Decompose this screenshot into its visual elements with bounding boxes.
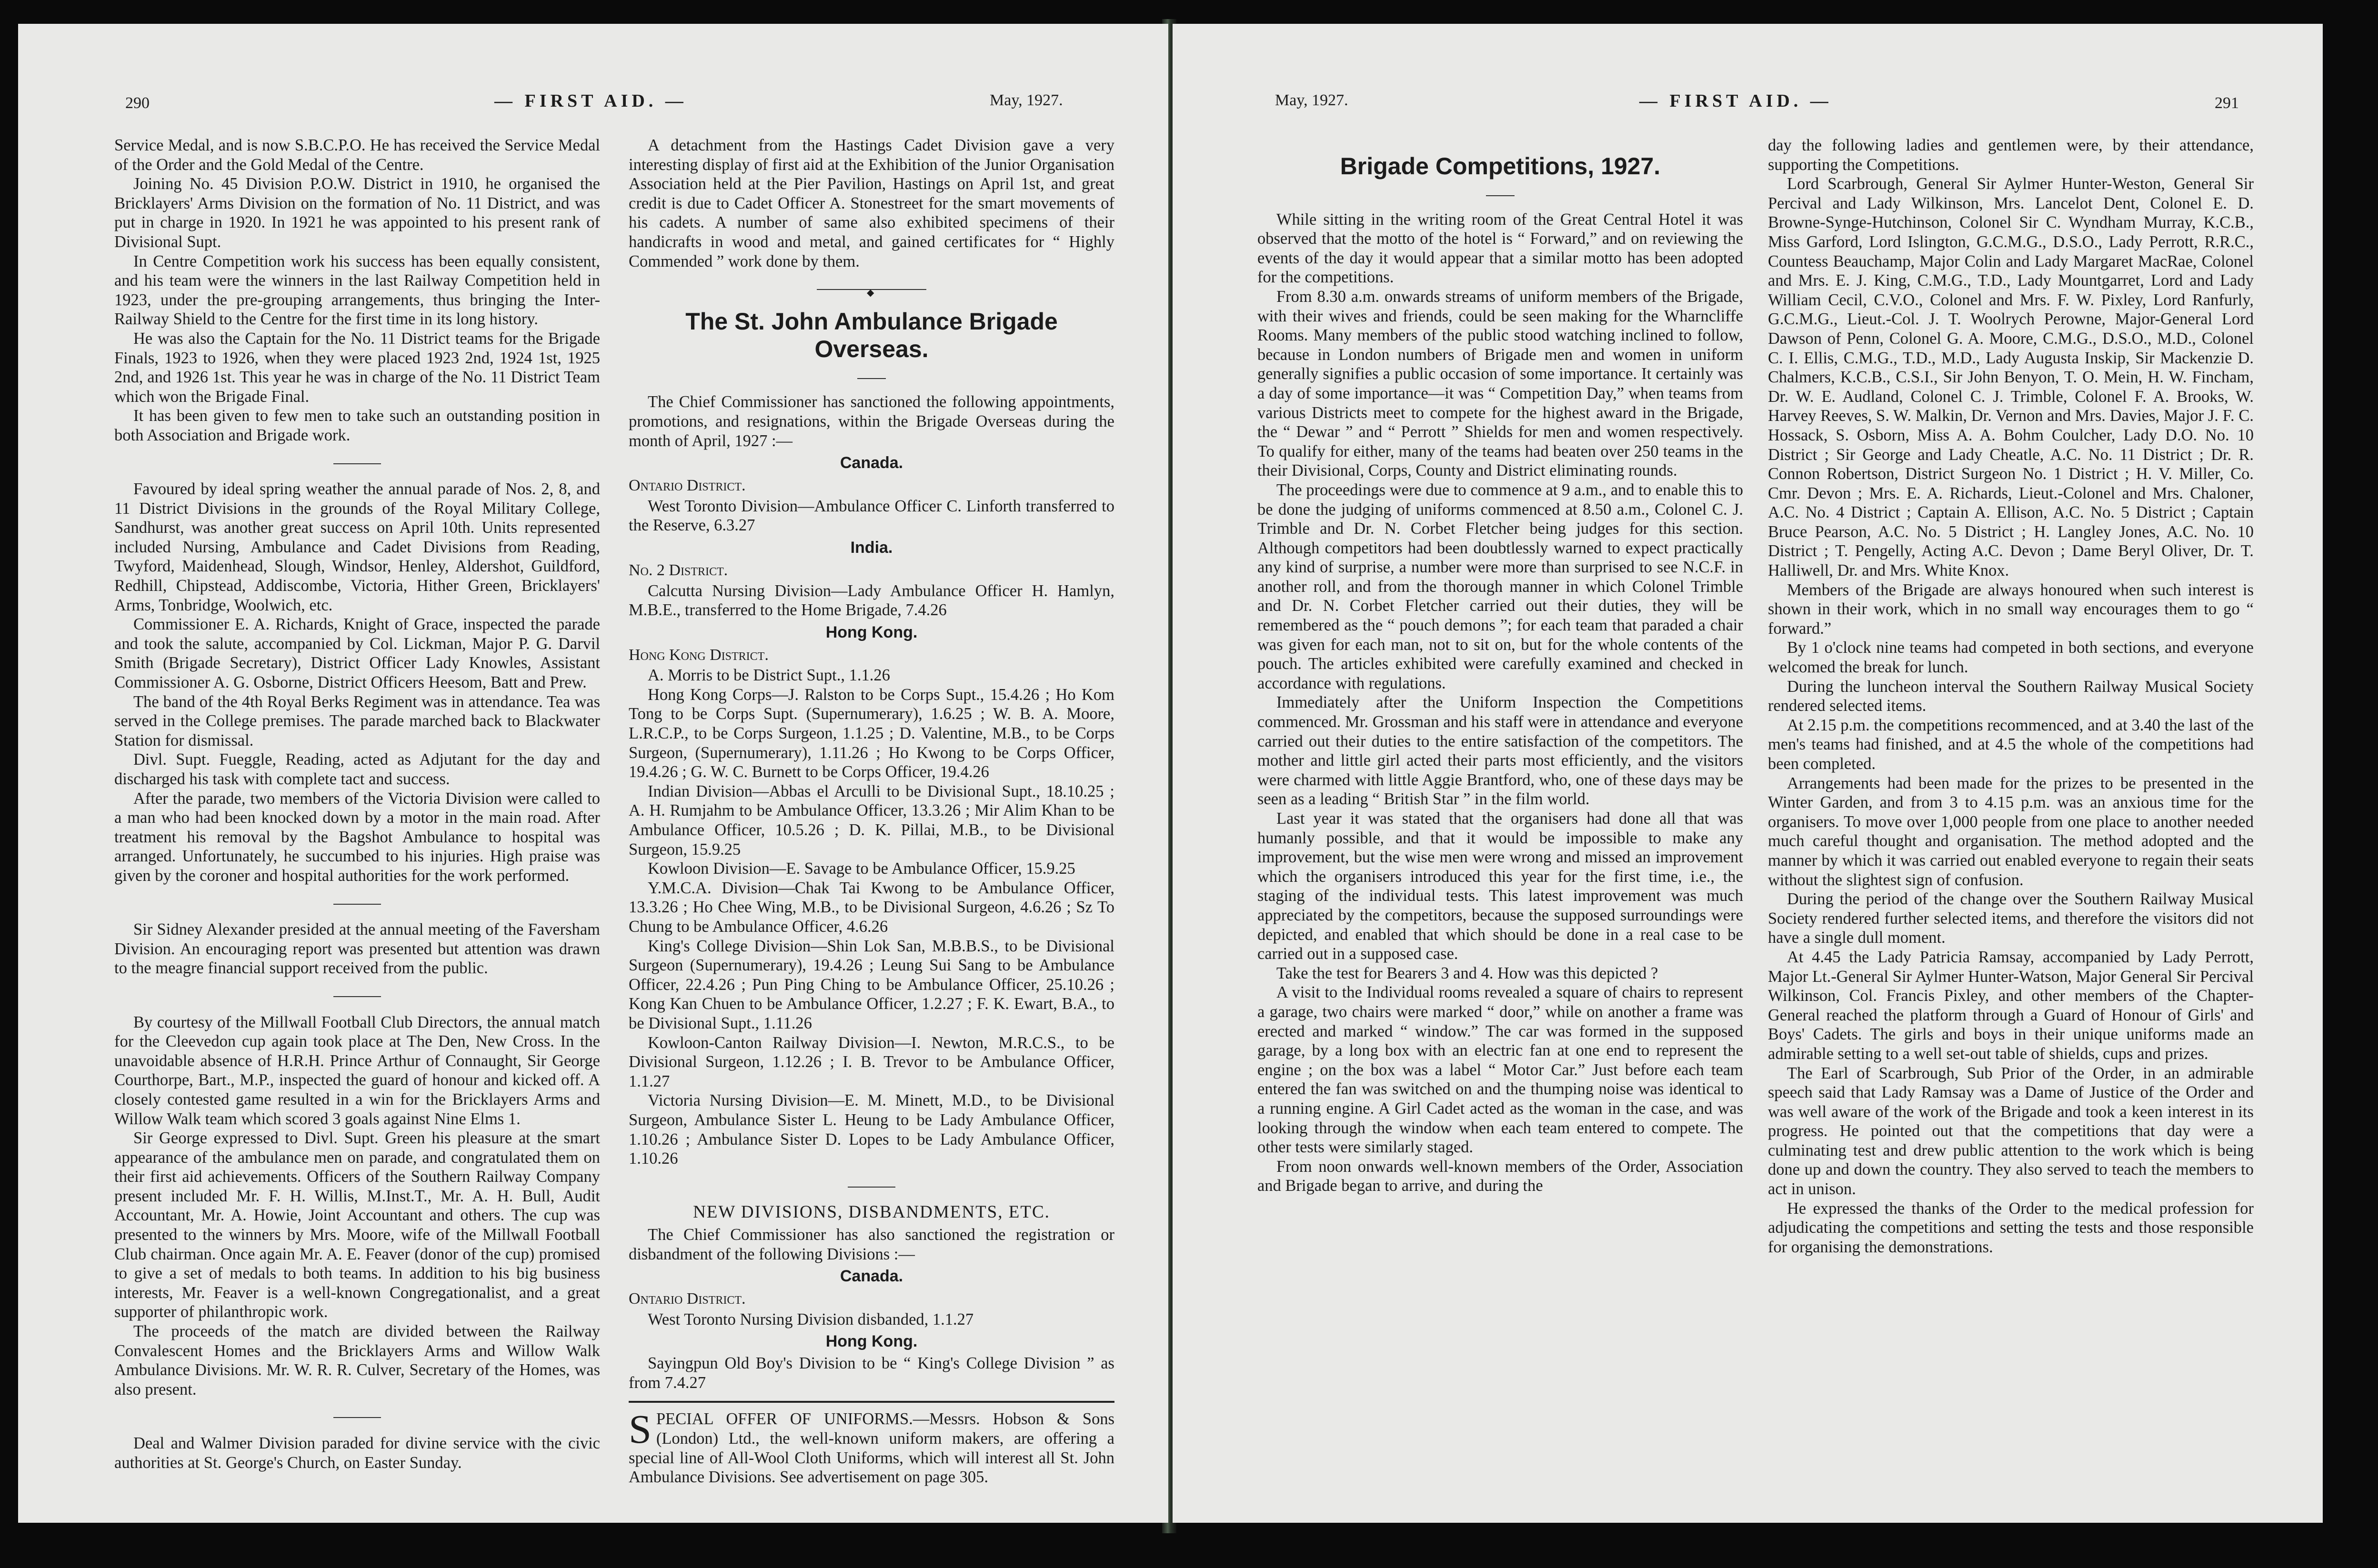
left-page [18, 24, 1168, 1523]
country-heading: Canada. [840, 1267, 903, 1286]
paragraph: A. Morris to be District Supt., 1.1.26 [648, 666, 890, 685]
paragraph: Victoria Nursing Division—E. M. Minett, M.D., to be Divisional Surgeon, Ambulance Sister L. Heung to be Lady Ambulance Officer, 1.10.26 ; Ambulance Sister D. Lopes to be Lady Ambulance Officer, 1.10.26 [629, 1091, 1114, 1168]
section-rule [114, 453, 600, 472]
right-page [1173, 24, 2323, 1523]
district-heading: No. 2 District. [629, 561, 728, 579]
paragraph: From 8.30 a.m. onwards streams of uniform members of the Brigade, with their wives and friends, could be seen making for the Wharncliffe Rooms. Many members of the public stood watching inclined to follow, because in London numbers of Brigade men and women in uniform generally signifies a public occasion of some importance. It certainly was a day of some importance—it was “ Competition Day,” when teams from various Districts meet to compete for the highest award in the Brigade, the “ Dewar ” and “ Perrott ” Shields for men and women respectively. To qualify for either, many of the teams had beaten over 250 teams in the their Divisional, Corps, County and District eliminating rounds. [1257, 287, 1743, 480]
ornament-rule [629, 279, 1114, 298]
right-running-date: May, 1927. [1275, 91, 1348, 109]
paragraph: Sir George expressed to Divl. Supt. Green his pleasure at the smart appearance of the ambulance men on parade, and congratulated them on their first aid achievements. Officers of the Southern Railway Company present included Mr. F. H. Willis, M.Inst.T., Mr. A. H. Bull, Audit Accountant, Mr. A. Howie, Joint Accountant and others. The cup was presented to the winners by Mrs. Moore, wife of the Millwall Football Club chairman. Once again Mr. A. E. Feaver (donor of the cup) promised to give a set of medals to both teams. In addition to his big business interests, Mr. Feaver is a well-known Congregationalist, and a great supporter of philanthropic work. [114, 1129, 600, 1321]
paragraph: A visit to the Individual rooms revealed a square of chairs to represent a garage, two chairs were marked “ door,” while on another a frame was erected and marked “ window.” The car was formed in the supposed garage, by a long box with an electric fan at one end to represent the engine ; on the box was a label “ Motor Car.” Just before each team entered the fan was switched on and the thumping noise was identical to a running engine. A Girl Cadet acted as the woman in the case, and was looking through the window when each team entered to compete. The other tests were similarly staged. [1257, 983, 1743, 1157]
left-column-2 [629, 136, 1114, 1487]
section-rule [114, 1407, 600, 1426]
left-page-number: 290 [125, 94, 150, 112]
right-page-number: 291 [2215, 94, 2239, 112]
article-heading: The St. John Ambulance Brigade Overseas. [685, 308, 1058, 362]
country-heading: Canada. [840, 454, 903, 472]
paragraph: Deal and Walmer Division paraded for divine service with the civic authorities at St. George's Church, on Easter Sunday. [114, 1434, 600, 1472]
paragraph: Immediately after the Uniform Inspection the Competitions commenced. Mr. Grossman and his staff were in attendance and everyone carried out their duties to the entire satisfaction of the competitors. The mother and little girl acted their parts most efficiently, and the visitors were charmed with little Aggie Brantford, who, one of these days may be seen as a leading “ British Star ” in the film world. [1257, 693, 1743, 809]
paragraph: A detachment from the Hastings Cadet Division gave a very interesting display of first aid at the Exhibition of the Junior Organisation Association held at the Pier Pavilion, Hastings on April 1st, and great credit is due to Cadet Officer A. Stonestreet for the smart movements of his cadets. A number of same also exhibited specimens of their handicrafts in wood and metal, and gained certificates for “ Highly Commended ” work done by them. [629, 136, 1114, 270]
country-heading: Hong Kong. [825, 1332, 918, 1351]
advertisement-notice [629, 1401, 1114, 1487]
paragraph: Sir Sidney Alexander presided at the annual meeting of the Faversham Division. An encouraging report was presented but attention was drawn to the meagre financial support received from the public. [114, 920, 600, 978]
paragraph: Kowloon-Canton Railway Division—I. Newton, M.R.C.S., to be Divisional Surgeon, 1.12.26 ; I. B. Trevor to be Ambulance Officer, 1.1.27 [629, 1033, 1114, 1090]
paragraph: Commissioner E. A. Richards, Knight of Grace, inspected the parade and took the salute, accompanied by Col. Lickman, Major P. G. Darvil Smith (Brigade Secretary), District Officer Lady Knowles, Assistant Commissioner A. G. Osborne, District Officers Heesom, Batt and Prew. [114, 615, 600, 692]
heading-rule [1257, 185, 1743, 204]
paragraph: By courtesy of the Millwall Football Club Directors, the annual match for the Cleevedon cup again took place at The Den, New Cross. In the unavoidable absence of H.R.H. Prince Arthur of Connaught, Sir George Courthorpe, Bart., M.P., inspected the guard of honour and kicked off. A closely contested game resulted in a win for the Bricklayers Arms and Willow Walk team which scored 3 goals against Nine Elms 1. [114, 1013, 600, 1128]
paragraph: West Toronto Division—Ambulance Officer C. Linforth transferred to the Reserve, 6.3.27 [629, 497, 1114, 535]
paragraph: The Chief Commissioner has also sanctioned the registration or disbandment of the following Divisions :— [629, 1225, 1114, 1263]
drop-cap: S [629, 1406, 652, 1452]
paragraph: King's College Division—Shin Lok San, M.B.B.S., to be Divisional Surgeon (Supernumerary), 19.4.26 ; Leung Sui Sang to be Ambulance Officer, 22.4.26 ; Pun Ping Ching to be Ambulance Officer, 25.10.26 ; Kong Kan Chuen to be Ambulance Officer, 1.2.27 ; F. K. Ewart, B.A., to be Divisional Supt., 1.11.26 [629, 937, 1114, 1032]
district-heading: Ontario District. [629, 477, 746, 495]
section-rule [114, 986, 600, 1005]
paragraph: Service Medal, and is now S.B.C.P.O. He has received the Service Medal of the Order and the Gold Medal of the Centre. [114, 136, 600, 174]
paragraph: Calcutta Nursing Division—Lady Ambulance Officer H. Hamlyn, M.B.E., transferred to the Home Brigade, 7.4.26 [629, 581, 1114, 619]
section-rule [629, 1176, 1114, 1196]
paragraph: He expressed the thanks of the Order to the medical profession for adjudicating the competitions and setting the tests and those responsible for organising the demonstrations. [1768, 1199, 2254, 1256]
paragraph: At 4.45 the Lady Patricia Ramsay, accompanied by Lady Perrott, Major Lt.-General Sir Aylmer Hunter-Watson, Major General Sir Percival Wilkinson, Col. Francis Pixley, and other members of the Chapter-General reached the platform through a Guard of Honour of Girls' and Boys' Cadets. The girls and boys in their unique uniforms made an admirable setting to a well set-out table of shields, cups and prizes. [1768, 948, 2254, 1063]
paragraph: The Chief Commissioner has sanctioned the following appointments, promotions, and resignations, within the Brigade Overseas during the month of April, 1927 :— [629, 393, 1114, 450]
paragraph: Favoured by ideal spring weather the annual parade of Nos. 2, 8, and 11 District Divisions in the grounds of the Royal Military College, Sandhurst, was another great success on April 10th. Units represented included Nursing, Ambulance and Cadet Divisions from Reading, Twyford, Maidenhead, Slough, Windsor, Henley, Aldershot, Guildford, Redhill, Chipstead, Addiscombe, Victoria, Hither Green, Bricklayers' Arms, Tonbridge, Woolwich, etc. [114, 480, 600, 614]
right-column-1 [1257, 152, 1743, 1196]
paragraph: The proceeds of the match are divided between the Railway Convalescent Homes and the Bricklayers Arms and Willow Walk Ambulance Divisions. Mr. W. R. R. Culver, Secretary of the Homes, was also present. [114, 1322, 600, 1398]
paragraph: While sitting in the writing room of the Great Central Hotel it was observed that the motto of the hotel is “ Forward,” and on reviewing the events of the day it would appear that a similar motto has been adopted for the competitions. [1257, 210, 1743, 287]
right-running-header [1173, 90, 2323, 124]
left-running-header [18, 90, 1168, 124]
paragraph: Y.M.C.A. Division—Chak Tai Kwong to be Ambulance Officer, 13.3.26 ; Ho Chee Wing, M.B., to be Divisional Surgeon, 4.6.26 ; Sz To Chung to be Ambulance Officer, 4.6.26 [629, 879, 1114, 936]
right-running-title: — FIRST AID. — [1639, 91, 1832, 111]
paragraph: Take the test for Bearers 3 and 4. How was this depicted ? [1276, 964, 1658, 982]
paragraph: During the period of the change over the Southern Railway Musical Society rendered further selected items, and therefore the visitors did not have a single dull moment. [1768, 890, 2254, 947]
paragraph: The Earl of Scarbrough, Sub Prior of the Order, in an admirable speech said that Lady Ramsay was a Dame of Justice of the Order and was well aware of the work of the Brigade and took a keen interest in its progress. He pointed out that the competitions that day were a culminating test and drew public attention to the work which is being done up and down the country. They also served to teach the members to act in unison. [1768, 1064, 2254, 1198]
country-heading: Hong Kong. [825, 623, 918, 641]
paragraph: Divl. Supt. Fueggle, Reading, acted as Adjutant for the day and discharged his task with complete tact and success. [114, 750, 600, 788]
section-rule [114, 893, 600, 913]
paragraph: Members of the Brigade are always honoured when such interest is shown in their work, which in no small way encourages them to go “ forward.” [1768, 580, 2254, 638]
district-heading: Hong Kong District. [629, 646, 769, 664]
subsection-heading: NEW DIVISIONS, DISBANDMENTS, ETC. [693, 1202, 1050, 1222]
left-running-title: — FIRST AID. — [494, 91, 687, 111]
right-column-2 [1768, 136, 2254, 1257]
paragraph: The band of the 4th Royal Berks Regiment was in attendance. Tea was served in the College premises. The parade marched back to Blackwater Station for dismissal. [114, 692, 600, 749]
district-heading: Ontario District. [629, 1290, 746, 1308]
left-running-date: May, 1927. [990, 91, 1063, 109]
advertisement-text: PECIAL OFFER OF UNIFORMS.—Messrs. Hobson & Sons (London) Ltd., the well-known uniform makers, are offering a special line of All-Wool Cloth Uniforms, which will interest all St. John Ambulance Divisions. See advertisement on page 305. [629, 1410, 1114, 1487]
paragraph: During the luncheon interval the Southern Railway Musical Society rendered selected items. [1768, 677, 2254, 715]
paragraph: Indian Division—Abbas el Arculli to be Divisional Supt., 18.10.25 ; A. H. Rumjahm to be Ambulance Officer, 13.3.26 ; Mir Alim Khan to be Ambulance Officer, 10.5.26 ; D. K. Pillai, M.B., to be Divisional Surgeon, 15.9.25 [629, 782, 1114, 859]
paragraph: Last year it was stated that the organisers had done all that was humanly possible, and that it would be impossible to make any improvement, but the wise men were wrong and missed an improvement which the organisers introduced this year for the first time, i.e., the staging of the individual tests. This latest improvement was much appreciated by the competitors, because the supposed surroundings were depicted, and enabled that which should be done in a real case to be carried out in a supposed case. [1257, 809, 1743, 963]
paragraph: At 2.15 p.m. the competitions recommenced, and at 3.40 the last of the men's teams had finished, and at 4.5 the whole of the competitions had been completed. [1768, 716, 2254, 773]
paragraph: From noon onwards well-known members of the Order, Association and Brigade began to arrive, and during the [1257, 1157, 1743, 1195]
paragraph: After the parade, two members of the Victoria Division were called to a man who had been knocked down by a motor in the main road. After treatment his removal by the Bagshot Ambulance to hospital was arranged. Unfortunately, he succumbed to his injuries. High praise was given by the coroner and hospital authorities for the work performed. [114, 789, 600, 885]
paragraph: West Toronto Nursing Division disbanded, 1.1.27 [648, 1310, 974, 1328]
paragraph: Joining No. 45 Division P.O.W. District in 1910, he organised the Bricklayers' Arms Division on the formation of No. 11 District, and was put in charge in 1920. In 1921 he was appointed to his present rank of Divisional Supt. [114, 175, 600, 251]
left-column-1 [114, 136, 600, 1472]
paragraph: The proceedings were due to commence at 9 a.m., and to enable this to be done the judging of uniforms commenced at 8.50 a.m., Colonel C. J. Trimble and Dr. N. Corbet Fletcher being judges for this section. Although competitors had been doubtlessly warned to expect practically any kind of surprise, a number were more than surprised to see N.C.F. in another roll, and from the thorough manner in which Colonel Trimble and Dr. N. Corbet Fletcher carried out their duties, they will be remembered as the “ pouch demons ”; for each team that paraded a chair was given for each man, not to sit on, but for the whole contents of the pouch. The articles exhibited were carefully examined and checked in accordance with regulations. [1257, 480, 1743, 692]
paragraph: Arrangements had been made for the prizes to be presented in the Winter Garden, and from 3 to 4.15 p.m. was an anxious time for the organisers. To move over 1,000 people from one place to another needed much careful thought and organisation. The method adopted and the manner by which it was carried out enabled everyone to regain their seats without the slightest sign of confusion. [1768, 774, 2254, 889]
paragraph: day the following ladies and gentlemen were, by their attendance, supporting the Competitions. [1768, 136, 2254, 174]
paragraph: Sayingpun Old Boy's Division to be “ King's College Division ” as from 7.4.27 [629, 1354, 1114, 1392]
paragraph: Lord Scarbrough, General Sir Aylmer Hunter-Weston, General Sir Percival and Lady Wilkinson, Mrs. Lancelot Dent, Colonel E. D. Browne-Synge-Hutchinson, Colonel Sir C. Wyndham Murray, K.C.B., Miss Garford, Lord Islington, G.C.M.G., D.S.O., Lady Perrott, R.R.C., Countess Beauchamp, Major Colin and Lady Margaret MacRae, Colonel and Mrs. E. J. King, C.M.G., T.D., Lady Mountgarret, Lord and Lady William Cecil, C.V.O., Colonel and Mrs. F. W. Pixley, Lord Ranfurly, G.C.M.G., Lieut.-Col. J. T. Woolrych Perowne, Major-General Lord Dawson of Penn, Colonel G. A. Moore, C.M.G., D.S.O., M.D., Colonel C. I. Ellis, C.M.G., T.D., M.D., Lady Augusta Inskip, Sir Mackenzie D. Chalmers, K.C.B., C.S.I., Sir John Benyon, T. O. Mein, H. W. Fincham, Dr. W. E. Audland, Colonel C. J. Trimble, Colonel F. A. Brooks, W. Harvey Reeves, S. W. Malkin, Dr. Vernon and Mrs. Davies, Major J. F. C. Hossack, S. Osborn, Miss A. A. Bohm Coulcher, Lady D.O. No. 10 District ; Sir George and Lady Cheatle, A.C. No. 11 District ; Dr. R. Connon Robertson, District Surgeon No. 1 District ; H. V. Miller, Co. Cmr. Devon ; Mrs. E. A. Richards, Lieut.-Colonel and Mrs. Chaloner, A.C. No. 4 District ; Captain A. Ellison, A.C. No. 5 District ; Captain Bruce Pearson, A.C. No. 5 District ; H. Langley Jones, A.C. No. 10 District ; T. Pengelly, Acting A.C. Devon ; Dame Beryl Oliver, Dr. T. Halliwell, Dr. and Mrs. White Knox. [1768, 175, 2254, 580]
paragraph: Hong Kong Corps—J. Ralston to be Corps Supt., 15.4.26 ; Ho Kom Tong to be Corps Supt. (Supernumerary), 1.6.25 ; W. B. A. Moore, L.R.C.P., to be Corps Surgeon, 1.1.25 ; D. Valentine, M.B., to be Corps Surgeon, (Supernumerary), 1.11.26 ; Ho Kwong to be Corps Officer, 19.4.26 ; G. W. C. Burnett to be Corps Officer, 19.4.26 [629, 685, 1114, 781]
paragraph: By 1 o'clock nine teams had competed in both sections, and everyone welcomed the break for lunch. [1768, 639, 2254, 677]
paragraph: In Centre Competition work his success has been equally consistent, and his team were the winners in the last Railway Competition held in 1923, under the pre-grouping arrangements, thus bringing the Inter-Railway Shield to the Centre for the first time in its long history. [114, 252, 600, 329]
paragraph: Kowloon Division—E. Savage to be Ambulance Officer, 15.9.25 [648, 859, 1075, 878]
article-heading: Brigade Competitions, 1927. [1340, 153, 1661, 180]
paragraph: It has been given to few men to take such an outstanding position in both Association and Brigade work. [114, 407, 600, 444]
country-heading: India. [850, 538, 893, 557]
heading-rule [629, 368, 1114, 387]
paragraph: He was also the Captain for the No. 11 District teams for the Brigade Finals, 1923 to 1926, when they were placed 1923 2nd, 1924 1st, 1925 2nd, and 1926 1st. This year he was in charge of the No. 11 District Team which won the Brigade Final. [114, 329, 600, 406]
